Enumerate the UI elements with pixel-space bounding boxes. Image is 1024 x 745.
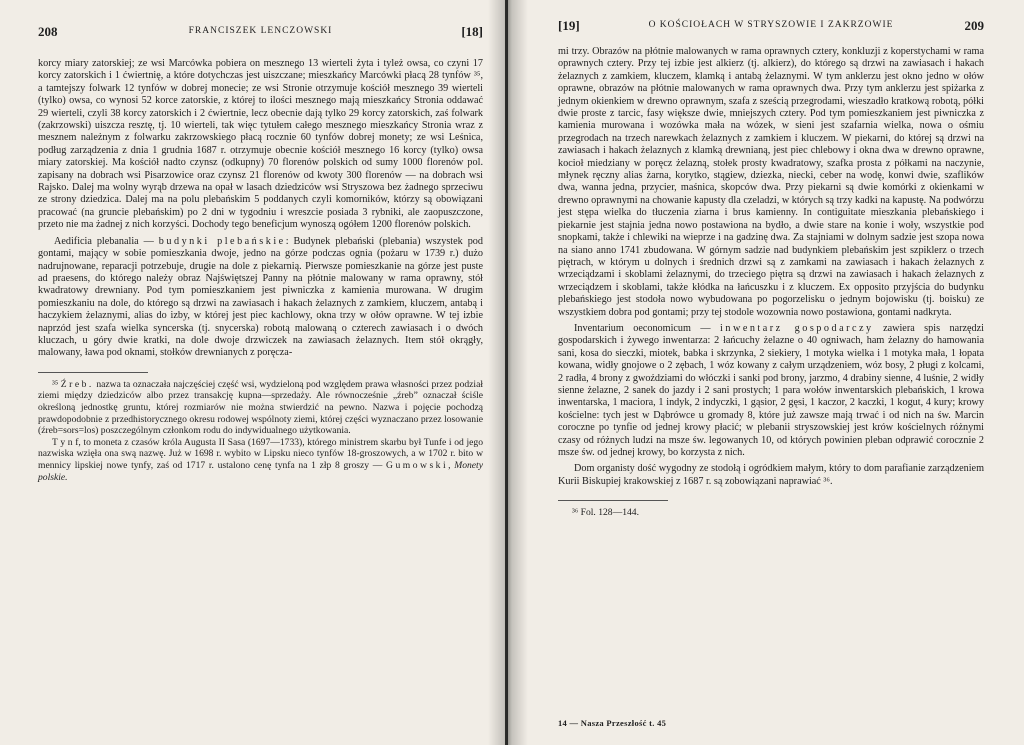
footnote-35-tynf	[38, 437, 483, 483]
right-paragraph-1: mi trzy. Obrazów na płótnie malowanych w rama oprawnych cztery, konkluzji z koperstychami w rama oprawnych cztery. Przy tej izbie jest alkierz (tj. alkierz), do którego są drzwi na zawiasach i hakach żelaznych z zamkiem, kluczem, klamką i antabą żelaznymi. W tym anklerzu jest okno jedno w ołów oprawne, obrazów na płótnie malowanych w rama oprawnych dwa. Przy tym anklerzu jest spiżarka z jednym okienkiem w drewno oprawnym, szafa z sześcią przegrodami, wieszadło kratkową robotą, półki dwie proste z tarcic, fasy większe dwie, mniejszych cztery. Pod tym pomieszkaniem jest piwniczka z kamienia murowana i wozówka mała na wózek, w sieni jest szafarnia wielka, nowa o ośmiu przegrodach na trzech narewkach żelaznych z zamkiem i kluczem. W piekarni, do której są drzwi na zawiasach i hakach żelaznych z klamką drewnianą, jest piec chlebowy i okna dwa w drewno oprawne, kocioł miedziany w poręcz żelazną, stołek prosty kwadratowy, szafka prosta z półkami na naczynie, młynek ręczny alias żarna, korytko, stągiew, dziezka, niecki, ceber na wodę, konwi dwie, szaflików dwa, wanna jedna, przycier, maśnica, skopców dwa. Przy piekarni są dwie komórki z okienkami w drewno oprawnymi na chowanie kapusty dla czeladzi, w których są trzy kadki na kapustę. Na podwórzu jest stępa wielka do tłuczenia ziarna i brus kamienny. In contiguitate mieszkania plebańskiego i piekarnie jest stajnia jedna nowo postawiona na bydło, a dwie stare na konie i woły, wszystkie pod snopkami, także i chlewiki na wieprze i na gadzinę dwa. Za stajniami w dolnym sadzie jest szopa nowa na siano anno 1741 zbudowana. W górnym sadzie nad budynkiem plebańskim jest szpiklerz o trzech piętrach, w którym u dolnych i średnich drzwi są z zamkami na zawiasach i hakach żelaznych z wrzeciądzami i skoblami żelaznymi, do trzeciego piętra są drzwi na zawiasach i hakach żelaznych z wrzeciądzem i skoblami, także kłódka na łańcuszku i z kluczem. Ex opposito przyjścia do budynku plebańskiego jest stodoła nowo wybudowana po pogorzelisku o jednym bojowisku (tj. boisku) ze wszystkiem dobra pod gontami; przy tej stodole wozownia nowo postawiona, gontami nadkryta.	[558, 46, 984, 318]
tynf-author: Gumowski	[386, 459, 449, 471]
right-paragraph-3: Dom organisty dość wygodny ze stodołą i ogródkiem małym, który to dom parafianie zarządzeniem Kurii Biskupiej krakowskiej z 1687 r. są zobowiązani naprawiać ³⁶.	[558, 463, 984, 487]
left-page-number: 208	[38, 24, 58, 39]
right-paragraph-2	[558, 323, 984, 459]
right-running-head: O KOŚCIOŁACH W STRYSZOWIE I ZAKRZOWIE	[648, 20, 894, 30]
left-paragraph-2	[38, 236, 483, 360]
footnote-rule	[38, 372, 148, 373]
footnote-35-marker: ³⁵	[52, 378, 61, 390]
aedificia-spaced: budynki plebańskie	[158, 235, 286, 247]
right-page-number: 209	[964, 18, 984, 33]
left-page-header	[38, 22, 483, 44]
left-running-head: FRANCISZEK LENCZOWSKI	[188, 26, 333, 36]
inventarium-text: zawiera spis narzędzi gospodarskich i żywego inwentarza: 2 łańcuchy żelazne o 40 ogniwach, ham żelazny do hamowania sani, kosa do sieczki, miotek, babka i skrzynka, 2 siekiery, 1 motyka wielka i 1 motyka mała, 1 łopata kowana, widły gnojowe o 2 zębach, 1 wóz kowany z całym urządzeniem, wóz bosy, 2 pługi z kolcami, 2 radła, 4 brony z gwoździami do włóczki i sanki pod brony, jarzmo, 4 drabiny sienne, 4 luśnie, 2 widły sienne żelazne, 2 sanek do jazdy i 2 sani prostych; 1 para wołów inwentarskich plebańskich, 1 krowa inwentarska, 1 maciora, 1 indyk, 2 indyczki, 1 gąsior, 2 gęsi, 1 kaczor, 2 kaczki, 1 kogut, 4 kury; krowy kościelne: tych jest w Dąbrówce u gromady 8, które już zawsze mają trwać i od nich na św. Marcin coroczne po tynfie od jednej krowy płacić; w plebanii stryszowskiej jest krów kościelnych różnymi czasy od różnych ludzi na msze św. legowanych 10, od których powinien pleban odprawić corocznie 2 msze św. od jednej krowy, bo korzysta z nich.	[558, 322, 984, 458]
left-page-body	[38, 58, 483, 360]
right-page-header	[558, 16, 984, 38]
left-section-mark: [18]	[461, 24, 483, 39]
inventarium-lead: Inventarium oeconomicum —	[574, 322, 721, 334]
right-page-body	[558, 46, 984, 488]
inventarium-spaced: inwentarz gospodarczy	[720, 322, 874, 334]
footnote-35	[38, 379, 483, 437]
right-page	[508, 0, 1024, 745]
tynf-text: T y n f, to moneta z czasów króla Augusta II Sasa (1697—1733), którego ministrem skarbu był Tunfe i od jego nazwiska wzięła ona swą nazwę. Już w 1698 r. wybito w Lipsku nieco tynfów 18-groszowych, a w 1702 r. bito w mennicy lipskiej nowe tynfy, zaś od 1717 r. ustalono cenę tynfa na 1 złp 8 groszy —	[38, 436, 483, 471]
footnote-36: ³⁶ Fol. 128—144.	[572, 507, 639, 519]
left-paragraph-1: korcy miary zatorskiej; ze wsi Marcówka pobiera on mesznego 13 wierteli żyta i tyleż owsa, co czyni 17 korcy zatorskich i 1 ćwiertnię, a które dotychczas jest uiszczane; mieszkańcy Marcówki płacą 28 tynfów ³⁵, a tamtejszy folwark 12 tynfów w dobrej monecie; ze wsi Stronie otrzymuje kościół mesznego 39 wierteli (tylko) owsa, co wynosi 52 korce zatorskie, z której to ilości mesznego mają mieszkańcy Stronia oddawać 29 wierteli, czyli 38 korcy zatorskich i 2 ćwiertnie, lecz obecnie dają tylko 29 korcy zatorskich, zaś folwark (zakrzowski) uiszcza resztę, tj. 10 wierteli, tak więc tytułem całego mesznego mieszkańcy Stronia wraz z mesznem należnym z folwarku zakrzowskiego płacą rocznie 60 tynfów dobrej monety; ze wsi Leśnica, podług zarządzenia z dnia 1 grudnia 1687 r. otrzymuje obecnie kościół mesznego 16 korcy (tylko) owsa miary zatorskiej. Ma kościół nadto czynsz (odkupny) 70 florenów polskich od sumy 1000 florenów pol. zapisany na dobrach wsi Pisarzowice oraz czynsz 21 florenów od kwoty 300 florenów — na dobrach wsi Rajsko. Dalej ma wolny wyrąb drzewa na opał w lasach dziedziców wsi Stryszowa bez żadnego sprzeciwu ze strony dziedzica. Dalej ma na polu plebańskim 5 poddanych czyli komorników, którzy są obowiązani pracować (na gruncie plebańskim) po 2 dni w tygodniu i wreszcie posiada 3 rybniki, ale zaopuszczone, przeto nie ma żadnej z nich korzyści. Dochody tego beneficjum wynoszą ogółem 1200 florenów polskich.	[38, 58, 483, 231]
signature-footer: 14 — Nasza Przeszłość t. 45	[558, 718, 667, 728]
aedificia-text: : Budynek plebański (plebania) wszystek pod gontami, mający w sobie pomieszkania dwoje, jedno na górze podczas ognia (pożaru w 1739 r.) dużo nadrujnowane, reparacji potrzebuje, drugie na dole z piekarnią. Pierwsze pomieszkanie na górze jest puste ad praesens, do którego należy obraz Najświętszej Panny na płótnie malowany w rama oprawny, stół kwadratowy drewniany. Pod tym pomieszkaniem jest piwniczka z kamienia murowana. W drugim pomieszkaniu na dole, do którego są drzwi na zawiasach i hakach żelaznych z zamkiem, kluczem, antabą i haczykiem żelaznymi, alias do izby, w której jest piec kachlowy, okna trzy w ołów oprawne. W tej izbie naprzód jest szafa wielka syncerska (tj. snycerska) robotą malowaną o czterech zawiasach i o dwóch kluczach, u góry dwie kratki, na dole dwoje drzwiczek na zawiasach żelaznych. Item stół okrągły, malowany, ława pod oknami, stołków drewnianych z poręcza-	[38, 235, 483, 359]
tynf-title: Monety polskie.	[38, 459, 483, 483]
right-footnotes	[558, 507, 984, 519]
left-page	[0, 0, 505, 745]
footnote-35-text: nazwa ta oznaczała najczęściej część wsi, wydzieloną pod względem prawa własności przez podział ziemi między dziedziców albo przez transakcję kupna—sprzedaży. Ale równocześnie „źreb” oznaczał ściśle określoną jednostkę gruntu, której rozmiarów nie można stwierdzić na pewno. Nazwa i pojęcie pochodzą prawdopodobnie z przedhistorycznego okresu rodowej wspólnoty ziemi, której części wyznaczano przez losowanie (źreb=sors=los) poszczególnym członkom rodu do indywidualnego użytkowania.	[38, 378, 484, 437]
aedificia-lead: Aedificia plebanalia —	[54, 235, 159, 247]
left-footnotes	[38, 379, 483, 483]
right-section-mark: [19]	[558, 18, 580, 33]
footnote-35-term: Źreb.	[60, 378, 94, 390]
right-footnote-rule	[558, 500, 668, 501]
tynf-comma: ,	[448, 459, 455, 471]
